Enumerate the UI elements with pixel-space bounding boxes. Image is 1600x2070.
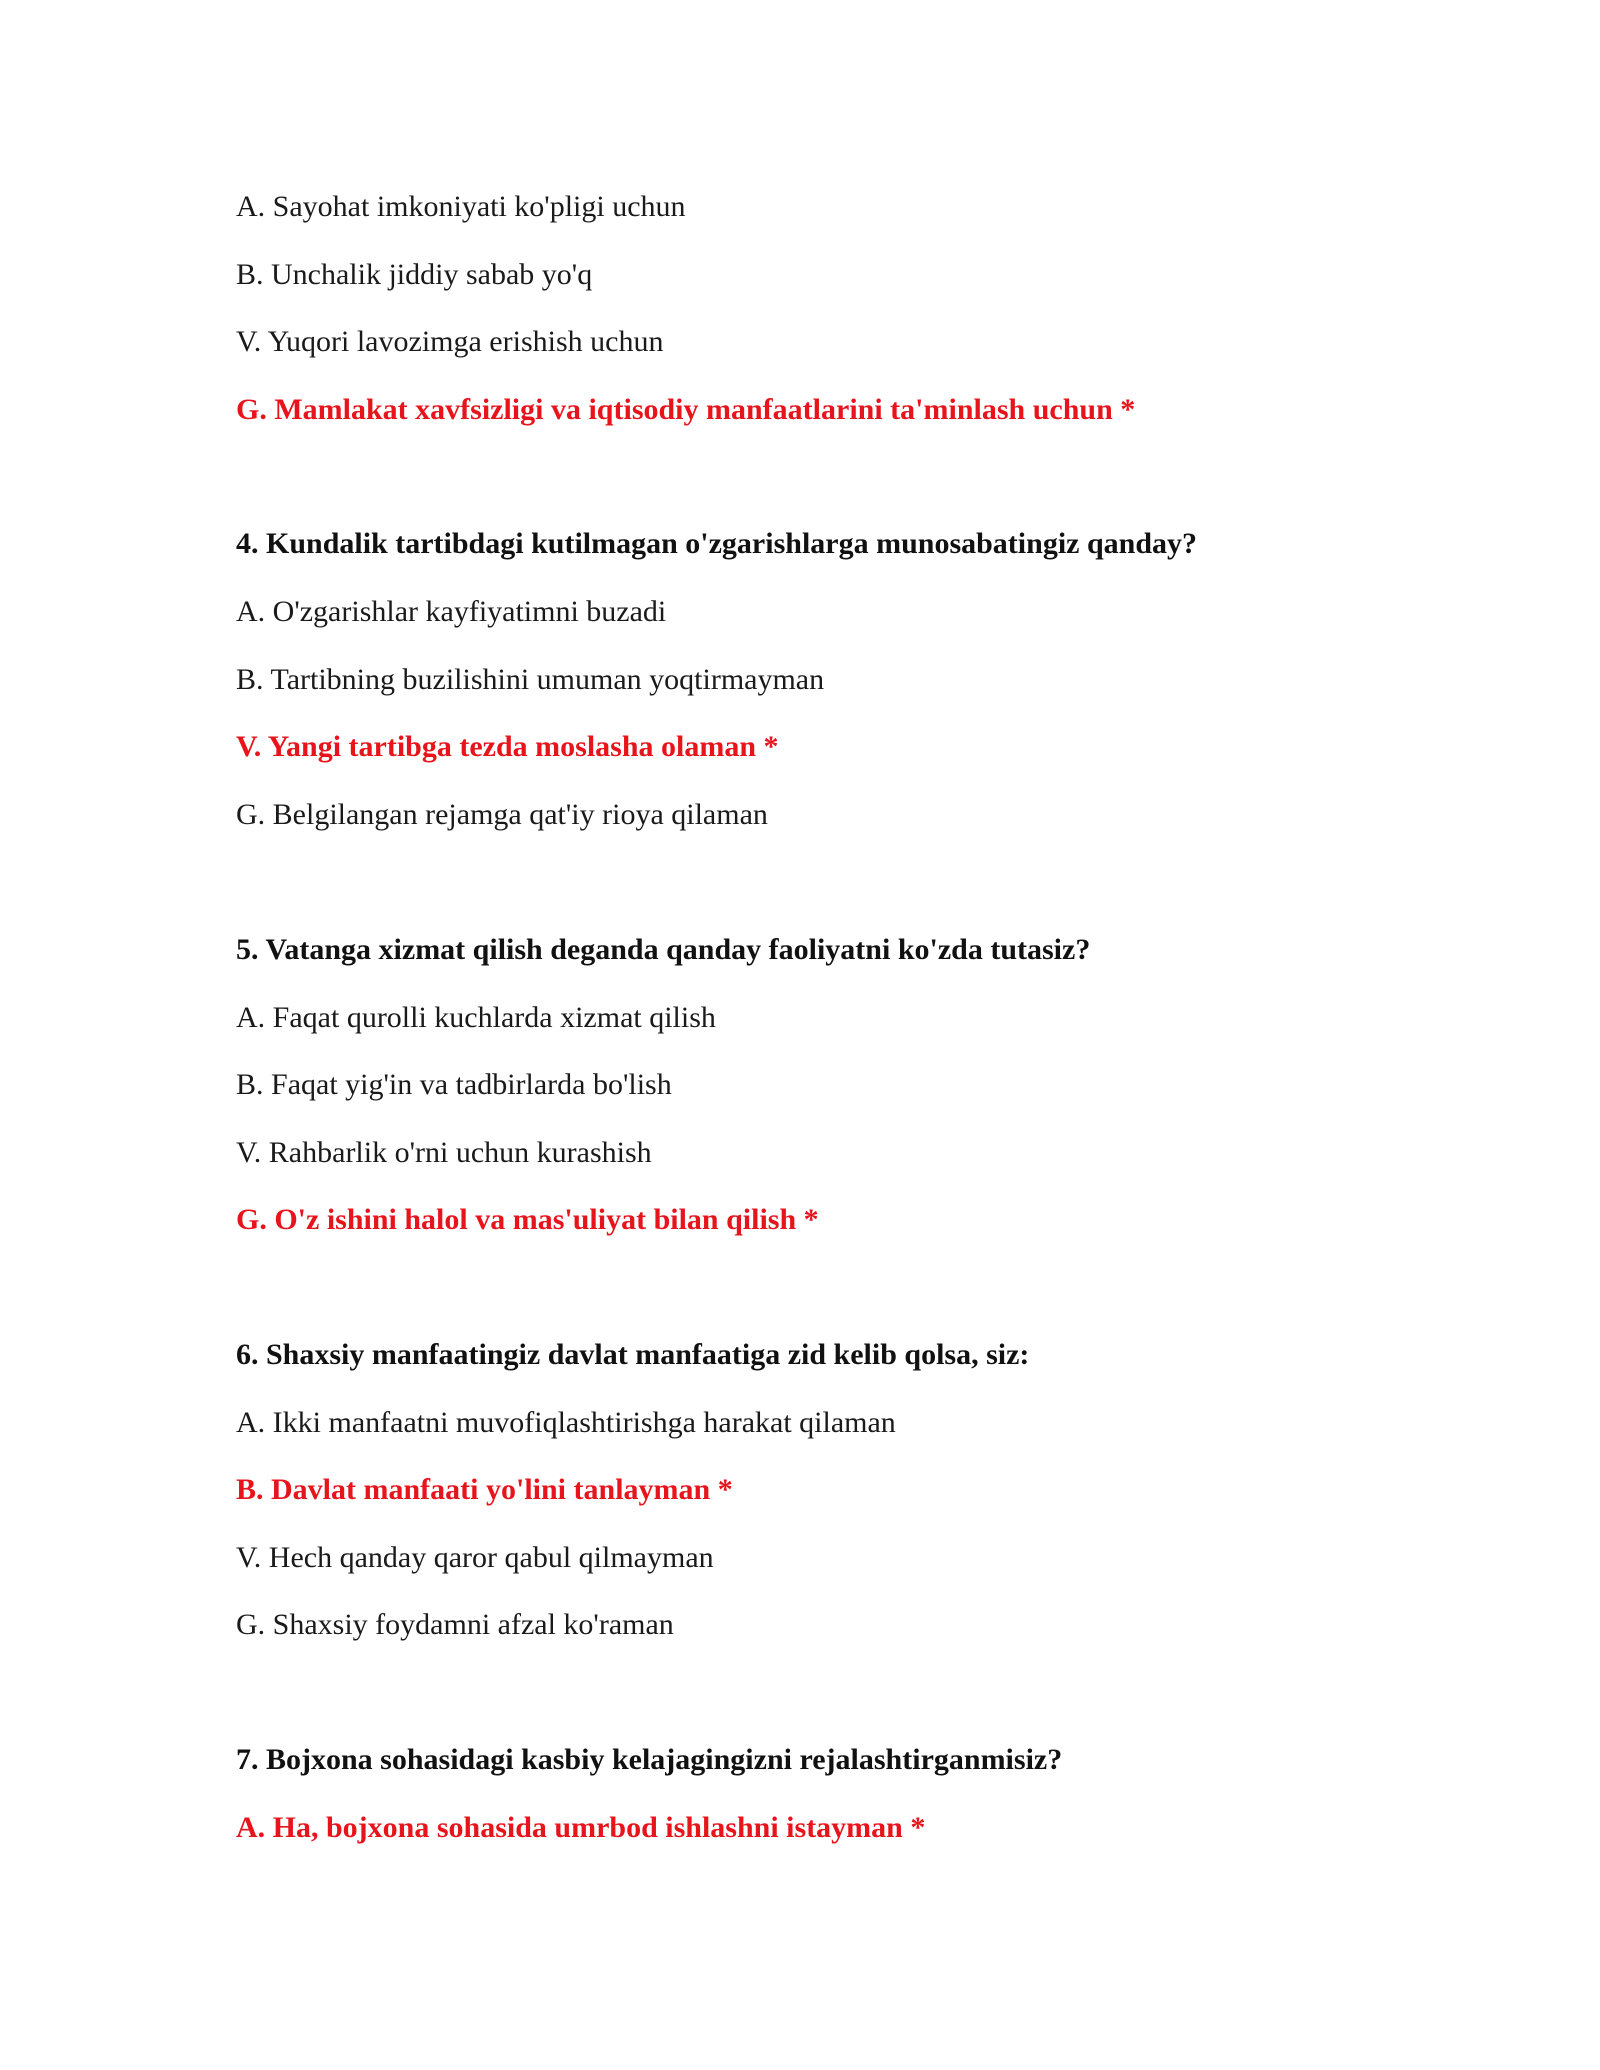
option-line: A. Faqat qurolli kuchlarda xizmat qilish — [236, 1001, 716, 1034]
option-line: B. Faqat yig'in va tadbirlarda bo'lish — [236, 1068, 672, 1101]
correct-answer-line: G. Mamlakat xavfsizligi va iqtisodiy manfaatlarini ta'minlash uchun * — [236, 393, 1136, 426]
option-line: V. Yuqori lavozimga erishish uchun — [236, 325, 664, 358]
option-line: A. O'zgarishlar kayfiyatimni buzadi — [236, 595, 667, 628]
option-line: V. Rahbarlik o'rni uchun kurashish — [236, 1136, 652, 1169]
option-line: B. Tartibning buzilishini umuman yoqtirmayman — [236, 663, 825, 696]
correct-answer-line: A. Ha, bojxona sohasida umrbod ishlashni istayman * — [236, 1811, 926, 1844]
correct-answer-line: G. O'z ishini halol va mas'uliyat bilan qilish * — [236, 1203, 819, 1236]
question-heading: 7. Bojxona sohasidagi kasbiy kelajagingizni rejalashtirganmisiz? — [236, 1743, 1063, 1776]
correct-answer-line: B. Davlat manfaati yo'lini tanlayman * — [236, 1473, 733, 1506]
option-line: B. Unchalik jiddiy sabab yo'q — [236, 258, 593, 291]
option-line: G. Belgilangan rejamga qat'iy rioya qilaman — [236, 798, 768, 831]
question-heading: 5. Vatanga xizmat qilish deganda qanday faoliyatni ko'zda tutasiz? — [236, 933, 1091, 966]
option-line: A. Sayohat imkoniyati ko'pligi uchun — [236, 190, 686, 223]
option-line: A. Ikki manfaatni muvofiqlashtirishga harakat qilaman — [236, 1406, 896, 1439]
question-heading: 4. Kundalik tartibdagi kutilmagan o'zgarishlarga munosabatingiz qanday? — [236, 527, 1198, 560]
option-line: G. Shaxsiy foydamni afzal ko'raman — [236, 1608, 674, 1641]
question-heading: 6. Shaxsiy manfaatingiz davlat manfaatiga zid kelib qolsa, siz: — [236, 1338, 1030, 1371]
option-line: V. Hech qanday qaror qabul qilmayman — [236, 1541, 714, 1574]
correct-answer-line: V. Yangi tartibga tezda moslasha olaman * — [236, 730, 779, 763]
